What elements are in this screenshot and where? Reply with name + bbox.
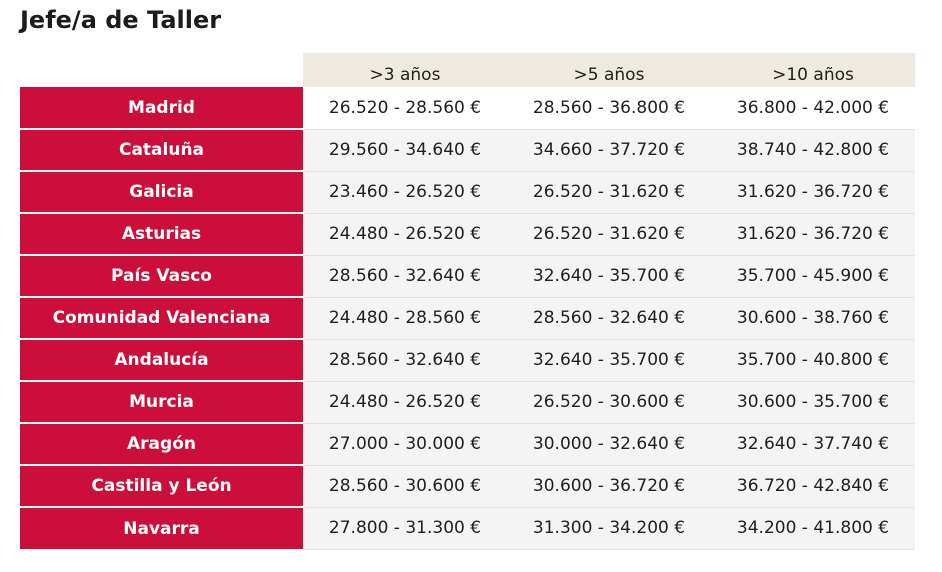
region-label: País Vasco xyxy=(20,255,303,297)
salary-range-10-years: 36.720 - 42.840 € xyxy=(711,465,915,507)
salary-range-5-years: 26.520 - 31.620 € xyxy=(507,213,711,255)
header-corner xyxy=(20,53,303,87)
salary-range-10-years: 36.800 - 42.000 € xyxy=(711,87,915,129)
salary-range-10-years: 34.200 - 41.800 € xyxy=(711,507,915,549)
table-row xyxy=(20,297,915,339)
salary-range-10-years: 31.620 - 36.720 € xyxy=(711,213,915,255)
salary-range-5-years: 26.520 - 31.620 € xyxy=(507,171,711,213)
salary-range-5-years: 26.520 - 30.600 € xyxy=(507,381,711,423)
table-row xyxy=(20,129,915,171)
table-row xyxy=(20,171,915,213)
header-row xyxy=(20,53,915,87)
table-body xyxy=(20,87,915,549)
salary-range-3-years: 24.480 - 26.520 € xyxy=(303,213,507,255)
salary-range-10-years: 31.620 - 36.720 € xyxy=(711,171,915,213)
salary-range-5-years: 31.300 - 34.200 € xyxy=(507,507,711,549)
region-label: Madrid xyxy=(20,87,303,129)
region-label: Navarra xyxy=(20,507,303,549)
region-label: Asturias xyxy=(20,213,303,255)
salary-range-10-years: 30.600 - 38.760 € xyxy=(711,297,915,339)
salary-range-5-years: 28.560 - 32.640 € xyxy=(507,297,711,339)
region-label: Aragón xyxy=(20,423,303,465)
table-row xyxy=(20,255,915,297)
header-10-years: >10 años xyxy=(711,53,915,87)
region-label: Cataluña xyxy=(20,129,303,171)
table-row xyxy=(20,213,915,255)
table-row xyxy=(20,339,915,381)
salary-range-10-years: 35.700 - 45.900 € xyxy=(711,255,915,297)
salary-range-3-years: 28.560 - 32.640 € xyxy=(303,255,507,297)
salary-range-10-years: 35.700 - 40.800 € xyxy=(711,339,915,381)
salary-range-5-years: 32.640 - 35.700 € xyxy=(507,339,711,381)
salary-range-5-years: 30.600 - 36.720 € xyxy=(507,465,711,507)
table-row xyxy=(20,465,915,507)
salary-range-5-years: 30.000 - 32.640 € xyxy=(507,423,711,465)
salary-range-5-years: 32.640 - 35.700 € xyxy=(507,255,711,297)
salary-range-3-years: 27.800 - 31.300 € xyxy=(303,507,507,549)
header-3-years: >3 años xyxy=(303,53,507,87)
table-row xyxy=(20,423,915,465)
salary-range-10-years: 30.600 - 35.700 € xyxy=(711,381,915,423)
table-row xyxy=(20,381,915,423)
header-5-years: >5 años xyxy=(507,53,711,87)
salary-range-3-years: 29.560 - 34.640 € xyxy=(303,129,507,171)
table-header xyxy=(20,53,915,87)
table-row xyxy=(20,507,915,549)
salary-range-3-years: 24.480 - 26.520 € xyxy=(303,381,507,423)
salary-table xyxy=(20,53,915,550)
salary-range-10-years: 38.740 - 42.800 € xyxy=(711,129,915,171)
salary-range-3-years: 28.560 - 32.640 € xyxy=(303,339,507,381)
region-label: Andalucía xyxy=(20,339,303,381)
salary-range-3-years: 27.000 - 30.000 € xyxy=(303,423,507,465)
region-label: Comunidad Valenciana xyxy=(20,297,303,339)
salary-range-3-years: 23.460 - 26.520 € xyxy=(303,171,507,213)
salary-range-3-years: 28.560 - 30.600 € xyxy=(303,465,507,507)
region-label: Murcia xyxy=(20,381,303,423)
region-label: Castilla y León xyxy=(20,465,303,507)
salary-range-3-years: 26.520 - 28.560 € xyxy=(303,87,507,129)
salary-range-5-years: 28.560 - 36.800 € xyxy=(507,87,711,129)
salary-range-10-years: 32.640 - 37.740 € xyxy=(711,423,915,465)
page-title: Jefe/a de Taller xyxy=(20,6,222,34)
salary-range-5-years: 34.660 - 37.720 € xyxy=(507,129,711,171)
table-row xyxy=(20,87,915,129)
salary-range-3-years: 24.480 - 28.560 € xyxy=(303,297,507,339)
region-label: Galicia xyxy=(20,171,303,213)
